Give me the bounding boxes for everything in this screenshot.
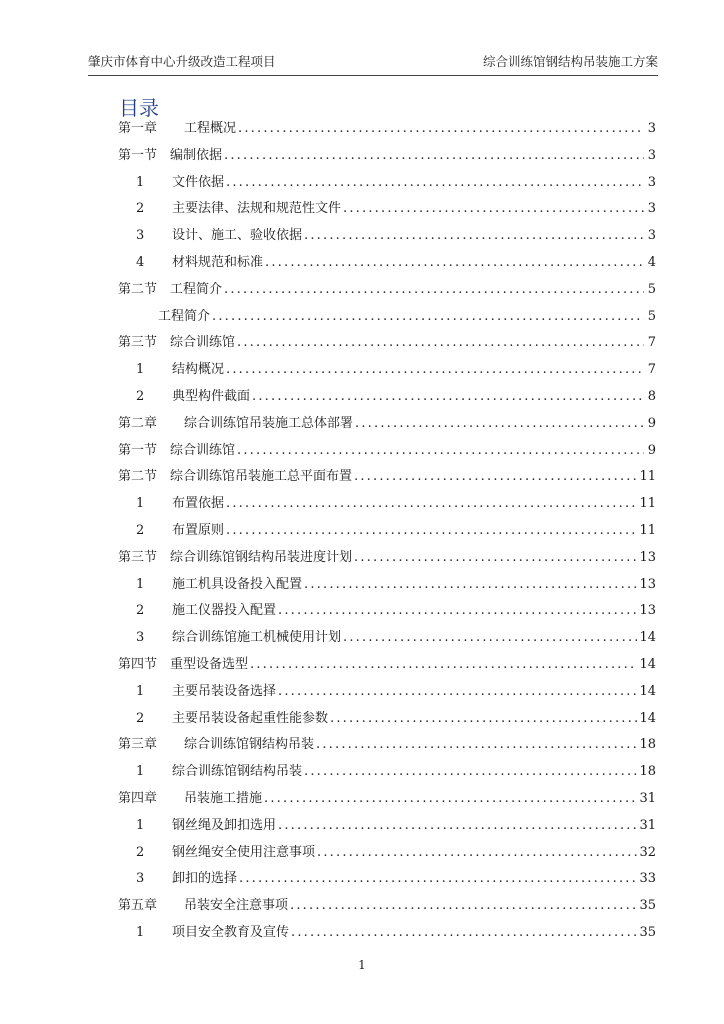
- toc-entry-page: 7: [647, 362, 656, 378]
- toc-entry[interactable]: [118, 598, 656, 625]
- toc-entry-number: 2: [136, 603, 145, 619]
- toc-leader-dots: [239, 866, 637, 893]
- toc-entry-label: 综合训练馆施工机械使用计划: [172, 630, 342, 646]
- toc-entry-label: 施工机具设备投入配置: [172, 576, 303, 592]
- toc-leader-dots: [226, 357, 644, 384]
- toc-leader-dots: [226, 518, 637, 545]
- toc-leader-dots: [316, 732, 637, 759]
- toc-entry[interactable]: [118, 706, 656, 733]
- toc-entry-number: 第三节: [118, 549, 158, 565]
- toc-entry[interactable]: [118, 277, 656, 304]
- toc-entry-number: 1: [136, 576, 145, 592]
- toc-entry-label: 材料规范和标准: [172, 254, 264, 270]
- toc-entry-label: 综合训练馆: [170, 442, 236, 458]
- toc-entry-page: 11: [639, 522, 656, 538]
- toc-entry-page: 3: [647, 228, 656, 244]
- toc-entry-page: 4: [647, 254, 656, 270]
- toc-leader-dots: [212, 304, 644, 331]
- toc-leader-dots: [304, 572, 637, 599]
- toc-entry[interactable]: [118, 518, 656, 545]
- toc-leader-dots: [354, 464, 637, 491]
- toc-leader-dots: [224, 277, 644, 304]
- toc-entry-number: 第三章: [118, 737, 158, 753]
- toc-leader-dots: [238, 116, 644, 143]
- toc-entry-number: 第一节: [118, 147, 158, 163]
- table-of-contents: [118, 116, 656, 947]
- toc-entry-label: 工程简介: [170, 281, 223, 297]
- toc-entry-label: 主要吊装设备起重性能参数: [172, 710, 329, 726]
- toc-entry-number: 第四章: [118, 790, 158, 806]
- toc-entry-number: 4: [136, 254, 145, 270]
- toc-entry-number: 第二节: [118, 469, 158, 485]
- toc-entry-page: 3: [647, 147, 656, 163]
- toc-entry-label: 典型构件截面: [172, 388, 251, 404]
- toc-leader-dots: [250, 652, 637, 679]
- toc-leader-dots: [264, 786, 637, 813]
- toc-entry-label: 设计、施工、验收依据: [172, 228, 303, 244]
- toc-entry-page: 18: [639, 737, 656, 753]
- toc-entry-label: 钢丝绳及卸扣选用: [172, 817, 277, 833]
- toc-entry-label: 布置原则: [172, 522, 225, 538]
- toc-entry-number: 3: [136, 630, 145, 646]
- toc-leader-dots: [226, 170, 644, 197]
- toc-leader-dots: [265, 250, 644, 277]
- toc-entry-page: 14: [639, 710, 656, 726]
- toc-entry-page: 13: [639, 576, 656, 592]
- toc-entry[interactable]: [118, 813, 656, 840]
- toc-entry[interactable]: [118, 840, 656, 867]
- toc-leader-dots: [237, 438, 644, 465]
- toc-entry-page: 5: [647, 308, 656, 324]
- header-divider: [88, 75, 658, 76]
- page-header: [88, 50, 658, 72]
- toc-entry-number: 1: [136, 683, 145, 699]
- toc-entry[interactable]: [118, 625, 656, 652]
- toc-entry-label: 文件依据: [172, 174, 225, 190]
- toc-entry[interactable]: [118, 438, 656, 465]
- toc-entry[interactable]: [118, 652, 656, 679]
- toc-leader-dots: [252, 384, 644, 411]
- toc-entry-number: 第二章: [118, 415, 158, 431]
- toc-entry-number: 3: [136, 228, 145, 244]
- toc-entry-number: 第三节: [118, 335, 158, 351]
- toc-entry-page: 35: [639, 898, 656, 914]
- toc-entry[interactable]: [118, 866, 656, 893]
- toc-entry[interactable]: [118, 491, 656, 518]
- toc-leader-dots: [354, 545, 637, 572]
- toc-entry-label: 主要吊装设备选择: [172, 683, 277, 699]
- toc-entry-page: 3: [647, 121, 656, 136]
- toc-entry-label: 项目安全教育及宣传: [172, 924, 290, 940]
- toc-entry[interactable]: [118, 411, 656, 438]
- toc-entry-label: 吊装施工措施: [184, 790, 263, 806]
- toc-entry-number: 3: [136, 871, 145, 887]
- toc-entry-page: 11: [639, 496, 656, 512]
- toc-entry-number: 1: [136, 496, 145, 512]
- toc-entry-label: 结构概况: [172, 362, 225, 378]
- toc-leader-dots: [304, 759, 637, 786]
- toc-leader-dots: [226, 491, 637, 518]
- toc-entry[interactable]: [118, 196, 656, 223]
- toc-entry-label: 吊装安全注意事项: [184, 898, 289, 914]
- toc-entry-page: 35: [639, 924, 656, 940]
- toc-entry-page: 14: [639, 656, 656, 672]
- toc-entry-page: 14: [639, 630, 656, 646]
- toc-leader-dots: [278, 679, 637, 706]
- toc-entry-page: 13: [639, 549, 656, 565]
- toc-entry-page: 31: [639, 817, 656, 833]
- toc-entry-page: 32: [639, 844, 656, 860]
- toc-entry-page: 14: [639, 683, 656, 699]
- toc-leader-dots: [278, 813, 637, 840]
- toc-leader-dots: [224, 143, 644, 170]
- toc-entry-label: 编制依据: [170, 147, 223, 163]
- toc-entry[interactable]: [118, 786, 656, 813]
- toc-entry[interactable]: [118, 545, 656, 572]
- toc-entry-label: 综合训练馆吊装施工总平面布置: [170, 469, 353, 485]
- toc-entry-number: 1: [136, 362, 145, 378]
- toc-leader-dots: [290, 893, 637, 920]
- toc-entry-page: 9: [647, 415, 656, 431]
- toc-entry-page: 18: [639, 764, 656, 780]
- toc-entry[interactable]: [118, 679, 656, 706]
- toc-leader-dots: [237, 330, 644, 357]
- toc-entry-label: 布置依据: [172, 496, 225, 512]
- toc-entry[interactable]: [118, 170, 656, 197]
- toc-entry-page: 13: [639, 603, 656, 619]
- toc-entry-number: 第五章: [118, 898, 158, 914]
- toc-leader-dots: [278, 598, 637, 625]
- toc-entry-page: 11: [639, 469, 656, 485]
- toc-entry-page: 3: [647, 201, 656, 217]
- toc-leader-dots: [317, 840, 637, 867]
- toc-entry-number: 2: [136, 844, 145, 860]
- toc-entry-number: 1: [136, 174, 145, 190]
- toc-entry-label: 综合训练馆钢结构吊装: [172, 764, 303, 780]
- toc-entry[interactable]: [118, 116, 656, 143]
- toc-entry[interactable]: [118, 759, 656, 786]
- toc-entry-label: 施工仪器投入配置: [172, 603, 277, 619]
- toc-entry-label: 工程简介: [158, 308, 211, 324]
- toc-entry-number: 1: [136, 817, 145, 833]
- toc-entry[interactable]: [118, 572, 656, 599]
- toc-entry-label: 综合训练馆: [170, 335, 236, 351]
- toc-entry-label: 综合训练馆钢结构吊装: [184, 737, 315, 753]
- toc-entry-number: 第二节: [118, 281, 158, 297]
- toc-leader-dots: [304, 223, 644, 250]
- header-document-title: 综合训练馆钢结构吊装施工方案: [482, 54, 658, 69]
- toc-entry-number: 第四节: [118, 656, 158, 672]
- toc-entry[interactable]: [118, 384, 656, 411]
- toc-entry-label: 卸扣的选择: [172, 871, 238, 887]
- toc-entry[interactable]: [118, 250, 656, 277]
- toc-entry-number: 2: [136, 388, 145, 404]
- toc-entry-label: 综合训练馆吊装施工总体部署: [184, 415, 354, 431]
- toc-entry[interactable]: [118, 304, 656, 331]
- toc-entry[interactable]: [118, 357, 656, 384]
- toc-entry-number: 1: [136, 924, 145, 940]
- toc-leader-dots: [291, 920, 637, 947]
- toc-entry-page: 31: [639, 790, 656, 806]
- toc-leader-dots: [355, 411, 644, 438]
- toc-entry-number: 2: [136, 710, 145, 726]
- toc-leader-dots: [330, 706, 637, 733]
- toc-entry-page: 7: [647, 335, 656, 351]
- toc-entry-label: 综合训练馆钢结构吊装进度计划: [170, 549, 353, 565]
- toc-entry-label: 钢丝绳安全使用注意事项: [172, 844, 316, 860]
- toc-title: 目录: [119, 96, 159, 120]
- toc-entry-page: 8: [647, 388, 656, 404]
- toc-leader-dots: [343, 625, 637, 652]
- toc-entry[interactable]: [118, 732, 656, 759]
- header-project-name: 肇庆市体育中心升级改造工程项目: [88, 54, 276, 69]
- toc-entry[interactable]: [118, 920, 656, 947]
- toc-entry-page: 9: [647, 442, 656, 458]
- toc-entry-label: 重型设备选型: [170, 656, 249, 672]
- toc-entry-number: 2: [136, 201, 145, 217]
- toc-entry-number: 第一节: [118, 442, 158, 458]
- toc-entry-label: 工程概况: [184, 121, 237, 136]
- page-number: 1: [358, 958, 366, 972]
- toc-entry-page: 33: [639, 871, 656, 887]
- toc-entry-number: 2: [136, 522, 145, 538]
- toc-entry-number: 第一章: [118, 121, 158, 136]
- toc-entry[interactable]: [118, 330, 656, 357]
- toc-entry[interactable]: [118, 223, 656, 250]
- toc-entry-label: 主要法律、法规和规范性文件: [172, 201, 342, 217]
- toc-leader-dots: [343, 196, 644, 223]
- toc-entry-page: 5: [647, 281, 656, 297]
- toc-entry-number: 1: [136, 764, 145, 780]
- toc-entry[interactable]: [118, 143, 656, 170]
- toc-entry[interactable]: [118, 464, 656, 491]
- toc-entry[interactable]: [118, 893, 656, 920]
- toc-entry-page: 3: [647, 174, 656, 190]
